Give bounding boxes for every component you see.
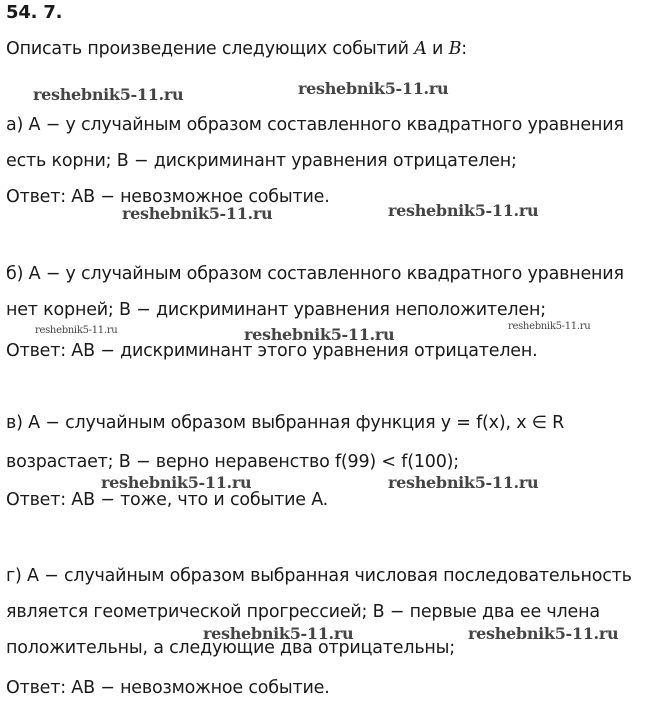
watermark: reshebnik5-11.ru [203,624,354,643]
problem-statement [6,38,467,60]
part-g-line-3: положительны, а следующие два отрицательны; [6,638,455,658]
watermark: reshebnik5-11.ru [35,325,118,336]
watermark: reshebnik5-11.ru [122,204,273,223]
watermark: reshebnik5-11.ru [244,325,395,344]
part-v-line-1: в) A − случайным образом выбранная функция y = f(x), x ∈ R [6,413,565,433]
part-a-line-1: а) A − у случайным образом составленного квадратного уравнения [6,115,624,135]
problem-number: 54. 7. [6,2,63,23]
part-g-line-2: является геометрической прогрессией; B − первые два ее члена [6,602,600,622]
watermark: reshebnik5-11.ru [388,201,539,220]
part-g-line-1: г) A − случайным образом выбранная числовая последовательность [6,566,632,586]
watermark: reshebnik5-11.ru [33,85,184,104]
watermark: reshebnik5-11.ru [388,473,539,492]
statement-colon: : [461,39,467,59]
part-g-answer: Ответ: AB − невозможное событие. [6,678,330,698]
watermark: reshebnik5-11.ru [298,79,449,98]
part-b-answer: Ответ: AB − дискриминант этого уравнения отрицателен. [6,341,538,361]
part-v-answer: Ответ: AB − тоже, что и событие A. [6,490,329,510]
event-a-symbol: A [414,39,427,59]
event-b-symbol: B [448,39,462,59]
part-v-line-2: возрастает; B − верно неравенство f(99) < f(100); [6,452,459,472]
statement-prefix: Описать произведение следующих событий [6,39,415,59]
part-a-line-2: есть корни; B − дискриминант уравнения отрицателен; [6,151,517,171]
part-b-line-1: б) A − у случайным образом составленного квадратного уравнения [6,264,624,284]
watermark: reshebnik5-11.ru [101,473,252,492]
part-b-line-2: нет корней; B − дискриминант уравнения неположителен; [6,300,546,320]
watermark: reshebnik5-11.ru [508,321,591,332]
statement-and: и [426,39,449,59]
part-a-answer: Ответ: AB − невозможное событие. [6,187,330,207]
watermark: reshebnik5-11.ru [468,624,619,643]
